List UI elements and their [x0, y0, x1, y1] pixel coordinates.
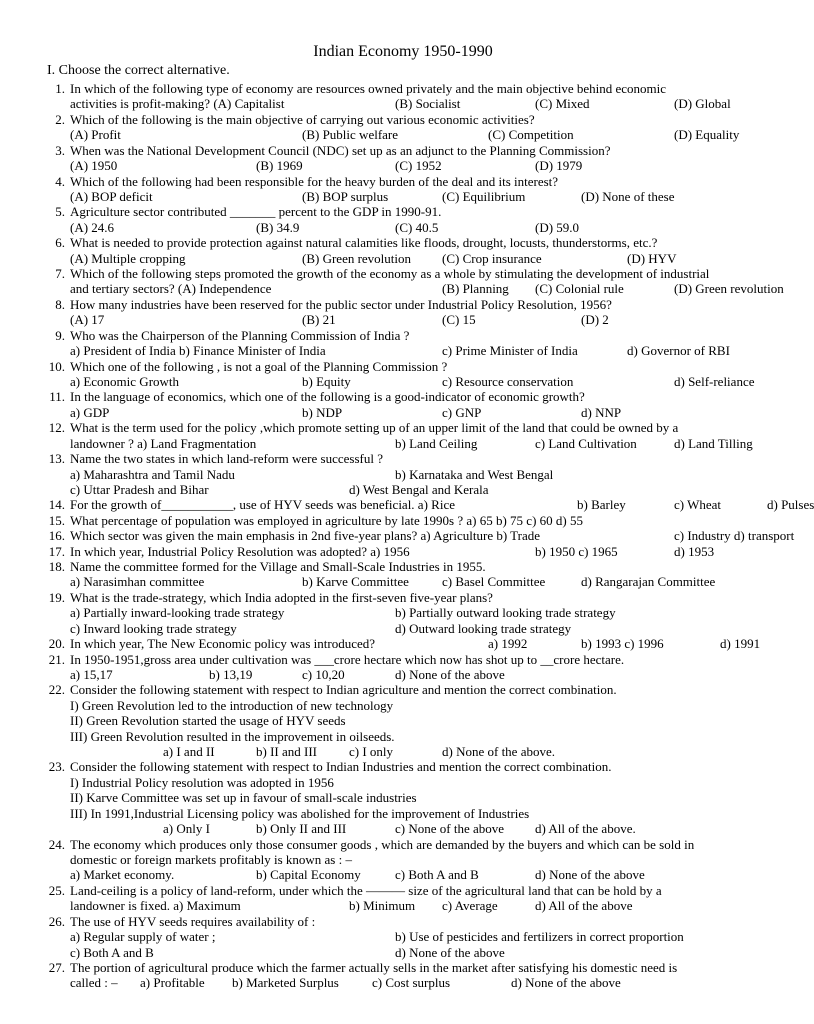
question-text: In which year, The New Economic policy was introduced?	[70, 636, 375, 652]
question-continuation-line	[0, 621, 768, 636]
question-line	[0, 914, 768, 929]
question-text: Land-ceiling is a policy of land-reform, under which the ——— size of the agricultural land that can be hold by a	[70, 882, 662, 898]
question-text: What percentage of population was employed in agriculture by late 1990s ? a) 65 b) 75 c) 60 d) 55	[70, 512, 583, 528]
option-text: c) Resource conservation	[442, 373, 574, 389]
question-line	[0, 204, 768, 219]
question-continuation-line	[0, 945, 768, 960]
question-text: Name the two states in which land-reform were successful ?	[70, 451, 383, 467]
option-text: d) Land Tilling	[674, 435, 753, 451]
question-text: c) Both A and B	[70, 944, 154, 960]
question-line	[0, 652, 768, 667]
option-text: (C) Crop insurance	[442, 250, 542, 266]
question-text: III) Green Revolution resulted in the improvement in oilseeds.	[70, 728, 395, 744]
question-line	[0, 359, 768, 374]
page-title: Indian Economy 1950-1990	[313, 43, 493, 60]
question-text: What is needed to provide protection against natural calamities like floods, drought, locusts, thunderstorms, etc.?	[70, 235, 658, 251]
question-text: landowner is fixed. a) Maximum	[70, 898, 241, 914]
question-continuation-line	[0, 698, 768, 713]
question-number: 26.	[48, 913, 65, 929]
question-text: Agriculture sector contributed _______ percent to the GDP in 1990-91.	[70, 204, 442, 220]
question-text: (A) Profit	[70, 127, 121, 143]
question-continuation-line	[0, 467, 768, 482]
question-continuation-line	[0, 790, 768, 805]
question-text: I) Green Revolution led to the introduction of new technology	[70, 697, 394, 713]
question-line	[0, 528, 795, 544]
option-text: d) West Bengal and Kerala	[349, 481, 489, 497]
question-continuation-line	[0, 436, 768, 451]
question-text: landowner ? a) Land Fragmentation	[70, 435, 257, 451]
question-number: 10.	[48, 358, 65, 374]
question-number: 27.	[48, 959, 65, 975]
question-number: 16.	[48, 528, 65, 544]
question-continuation-line	[0, 975, 768, 990]
option-text: c) Industry d) transport	[674, 528, 795, 544]
option-text: c) Prime Minister of India	[442, 343, 578, 359]
question-continuation-line	[0, 821, 768, 836]
question-number: 19.	[48, 589, 65, 605]
question-continuation-line	[0, 96, 768, 111]
option-text: (B) 21	[302, 312, 336, 328]
option-text: (D) Green revolution	[674, 281, 784, 297]
option-text: (B) 34.9	[256, 219, 300, 235]
option-text: (C) Equilibrium	[442, 188, 526, 204]
question-line	[0, 682, 768, 697]
question-text: The use of HYV seeds requires availability of :	[70, 913, 316, 929]
option-text: (B) BOP surplus	[302, 188, 389, 204]
option-text: b) 1950 c) 1965	[535, 543, 618, 559]
option-text: (C) 40.5	[395, 219, 439, 235]
question-continuation-line	[0, 775, 768, 790]
question-continuation-line	[0, 281, 784, 297]
question-continuation-line	[0, 574, 768, 589]
option-text: c) I only	[349, 744, 394, 760]
question-line	[0, 497, 814, 513]
question-continuation-line	[0, 729, 768, 744]
option-text: d) None of the above	[511, 975, 621, 991]
option-text: d) Governor of RBI	[627, 343, 730, 359]
question-line	[0, 297, 768, 312]
question-continuation-line	[0, 867, 768, 882]
question-continuation-line	[0, 127, 768, 142]
option-text: b) Minimum	[349, 898, 416, 914]
option-text: b) Karnataka and West Bengal	[395, 466, 554, 482]
option-text: (B) Green revolution	[302, 250, 412, 266]
question-line	[0, 559, 768, 574]
option-text: b) Karve Committee	[302, 574, 409, 590]
question-text: Which of the following steps promoted the growth of the economy as a whole by stimulating the development of industrial	[70, 266, 710, 282]
option-text: c) Both A and B	[395, 867, 479, 883]
question-line	[0, 389, 768, 404]
option-text: c) Average	[442, 898, 498, 914]
question-text: III) In 1991,Industrial Licensing policy was abolished for the improvement of Industries	[70, 805, 530, 821]
option-text: (D) 1979	[535, 158, 583, 174]
question-continuation-line	[0, 189, 768, 204]
question-text: c) Uttar Pradesh and Bihar	[70, 481, 209, 497]
question-text: Consider the following statement with respect to Indian Industries and mention the correct combination.	[70, 759, 612, 775]
question-text: Which sector was given the main emphasis in 2nd five-year plans? a) Agriculture b) Trade	[70, 528, 541, 544]
option-text: (C) Colonial rule	[535, 281, 624, 297]
question-continuation-line	[0, 482, 768, 497]
option-text: b) Capital Economy	[256, 867, 361, 883]
question-number: 12.	[48, 420, 65, 436]
question-number: 18.	[48, 559, 65, 575]
question-line	[0, 960, 768, 975]
question-text: domestic or foreign markets profitably is known as : –	[70, 852, 352, 867]
question-text: a) 15,17	[70, 666, 113, 682]
option-text: b) 1993 c) 1996	[581, 636, 664, 652]
option-text: (D) 59.0	[535, 219, 580, 235]
question-text: In the language of economics, which one of the following is a good-indicator of economic growth?	[70, 389, 585, 405]
option-text: (B) Socialist	[395, 96, 461, 112]
question-number: 23.	[48, 759, 65, 775]
question-text: activities is profit-making? (A) Capitalist	[70, 96, 285, 112]
question-text: Which of the following had been responsible for the heavy burden of the deal and its interest?	[70, 173, 559, 189]
question-line	[0, 235, 768, 250]
question-text: a) President of India b) Finance Minister of India	[70, 343, 326, 359]
option-text: b) Land Ceiling	[395, 435, 478, 451]
question-line	[0, 174, 768, 189]
question-line	[0, 590, 768, 605]
question-text: a) Maharashtra and Tamil Nadu	[70, 466, 235, 482]
question-text: Consider the following statement with respect to Indian agriculture and mention the correct combination.	[70, 682, 617, 698]
question-text: a) Narasimhan committee	[70, 574, 205, 590]
question-number: 24.	[48, 836, 65, 852]
question-number: 17.	[48, 543, 65, 559]
option-text: d) Pulses	[767, 497, 814, 513]
question-line	[0, 759, 768, 774]
option-text: c) Cost surplus	[372, 975, 450, 991]
question-number: 14.	[48, 497, 65, 513]
question-number: 4.	[55, 173, 65, 189]
option-text: (D) Global	[674, 96, 731, 112]
question-text: When was the National Development Council (NDC) set up as an adjunct to the Planning Commission?	[70, 142, 611, 158]
question-text: a) Regular supply of water ;	[70, 929, 216, 945]
option-text: (D) None of these	[581, 188, 675, 204]
question-continuation-line	[0, 605, 768, 620]
question-text: In 1950-1951,gross area under cultivation was ___crore hectare which now has shot up to __crore hectare.	[70, 651, 625, 667]
question-text: a) GDP	[70, 404, 110, 420]
option-text: (B) 1969	[256, 158, 303, 174]
option-text: a) I and II	[163, 744, 215, 760]
option-text: d) 1953	[674, 543, 715, 559]
option-text: d) Self-reliance	[674, 373, 755, 389]
option-text: b) Barley	[577, 497, 626, 513]
question-text: (A) 24.6	[70, 219, 115, 235]
option-text: c) GNP	[442, 404, 482, 420]
question-continuation-line	[0, 667, 768, 682]
question-line	[0, 328, 768, 343]
question-continuation-line	[0, 744, 768, 759]
option-text: (C) Mixed	[535, 96, 590, 112]
question-text: The portion of agricultural produce which the farmer actually sells in the market after satisfying his domestic need is	[70, 959, 678, 975]
question-number: 25.	[48, 882, 65, 898]
question-text: Who was the Chairperson of the Planning Commission of India ?	[70, 327, 410, 343]
question-line	[0, 883, 768, 898]
option-text: c) Wheat	[674, 497, 722, 513]
question-text: Which of the following is the main objective of carrying out various economic activities?	[70, 111, 535, 127]
question-text: What is the term used for the policy ,which promote setting up of an upper limit of the land that could be owned by a	[70, 420, 679, 436]
question-text: Which one of the following , is not a goal of the Planning Commission ?	[70, 358, 448, 374]
option-text: c) 10,20	[302, 666, 345, 682]
option-text: a) Profitable	[140, 975, 205, 991]
question-continuation-line	[0, 898, 768, 913]
option-text: (D) 2	[581, 312, 609, 328]
question-text: (A) Multiple cropping	[70, 250, 186, 266]
question-continuation-line	[0, 806, 768, 821]
option-text: d) All of the above.	[535, 821, 636, 837]
option-text: (C) 15	[442, 312, 476, 328]
question-continuation-line	[0, 929, 768, 944]
question-text: a) Economic Growth	[70, 373, 180, 389]
option-text: b) Equity	[302, 373, 351, 389]
question-number: 7.	[55, 266, 65, 282]
question-text: In which of the following type of economy are resources owned privately and the main objective behind economic	[70, 81, 667, 96]
question-text: The economy which produces only those consumer goods , which are demanded by the buyers and which can be sold in	[70, 836, 695, 852]
question-continuation-line	[0, 852, 768, 867]
question-line	[0, 143, 768, 158]
question-text: c) Inward looking trade strategy	[70, 620, 237, 636]
question-number: 21.	[48, 651, 65, 667]
question-continuation-line	[0, 251, 768, 266]
option-text: d) None of the above.	[442, 744, 555, 760]
question-text: For the growth of___________, use of HYV seeds was beneficial. a) Rice	[70, 497, 455, 513]
question-continuation-line	[0, 713, 768, 728]
option-text: b) NDP	[302, 404, 343, 420]
question-line	[0, 266, 768, 281]
question-text: What is the trade-strategy, which India adopted in the first-seven five-year plans?	[70, 589, 493, 605]
question-continuation-line	[0, 158, 768, 173]
option-text: b) Partially outward looking trade strategy	[395, 605, 616, 621]
question-line	[0, 81, 768, 96]
question-line	[0, 636, 768, 651]
question-line	[0, 420, 768, 435]
question-text: a) Market economy.	[70, 867, 175, 883]
question-line	[0, 451, 768, 466]
question-text: Name the committee formed for the Village and Small-Scale Industries in 1955.	[70, 559, 486, 575]
question-line	[0, 544, 768, 559]
option-text: (D) Equality	[674, 127, 740, 143]
question-number: 9.	[55, 327, 65, 343]
option-text: b) Marketed Surplus	[232, 975, 339, 991]
option-text: b) Only II and III	[256, 821, 347, 837]
option-text: b) II and III	[256, 744, 317, 760]
question-number: 11.	[49, 389, 65, 405]
question-line	[0, 837, 768, 852]
question-continuation-line	[0, 405, 768, 420]
question-line	[0, 112, 768, 127]
question-number: 8.	[55, 296, 65, 312]
question-continuation-line	[0, 312, 768, 327]
option-text: d) 1991	[720, 636, 761, 652]
option-text: c) Basel Committee	[442, 574, 546, 590]
option-text: d) Rangarajan Committee	[581, 574, 716, 590]
option-text: (D) HYV	[627, 250, 677, 266]
question-number: 13.	[48, 451, 65, 467]
question-text: (A) 17	[70, 312, 105, 328]
option-text: a) Only I	[163, 821, 210, 837]
question-number: 6.	[55, 235, 65, 251]
question-text: and tertiary sectors? (A) Independence	[70, 281, 272, 297]
question-number: 1.	[55, 81, 65, 96]
option-text: d) None of the above	[395, 944, 505, 960]
question-text: II) Karve Committee was set up in favour of small-scale industries	[70, 790, 417, 806]
option-text: d) None of the above	[535, 867, 645, 883]
option-text: a) 1992	[488, 636, 528, 652]
option-text: (B) Public welfare	[302, 127, 399, 143]
option-text: d) NNP	[581, 404, 622, 420]
question-text: In which year, Industrial Policy Resolution was adopted? a) 1956	[70, 543, 410, 559]
question-continuation-line	[0, 343, 768, 358]
question-number: 3.	[55, 142, 65, 158]
section-heading: I. Choose the correct alternative.	[47, 63, 230, 78]
question-text: a) Partially inward-looking trade strategy	[70, 605, 285, 621]
question-continuation-line	[0, 374, 768, 389]
question-text: called : –	[70, 975, 118, 991]
question-number: 15.	[48, 512, 65, 528]
option-text: c) Land Cultivation	[535, 435, 637, 451]
option-text: (C) Competition	[488, 127, 574, 143]
question-text: II) Green Revolution started the usage of HYV seeds	[70, 713, 346, 729]
option-text: b) Use of pesticides and fertilizers in correct proportion	[395, 929, 684, 945]
option-text: d) Outward looking trade strategy	[395, 620, 572, 636]
question-number: 5.	[55, 204, 65, 220]
option-text: c) None of the above	[395, 821, 505, 837]
question-number: 20.	[48, 636, 65, 652]
question-continuation-line	[0, 220, 768, 235]
option-text: d) All of the above	[535, 898, 633, 914]
option-text: (C) 1952	[395, 158, 442, 174]
option-text: b) 13,19	[209, 666, 253, 682]
question-number: 2.	[55, 111, 65, 127]
question-line	[0, 513, 768, 528]
option-text: d) None of the above	[395, 666, 505, 682]
question-text: How many industries have been reserved for the public sector under Industrial Policy Resolution, 1956?	[70, 296, 612, 312]
question-text: (A) BOP deficit	[70, 188, 153, 204]
question-number: 22.	[48, 682, 65, 698]
option-text: (B) Planning	[442, 281, 509, 297]
question-text: I) Industrial Policy resolution was adopted in 1956	[70, 774, 334, 790]
question-text: (A) 1950	[70, 158, 118, 174]
